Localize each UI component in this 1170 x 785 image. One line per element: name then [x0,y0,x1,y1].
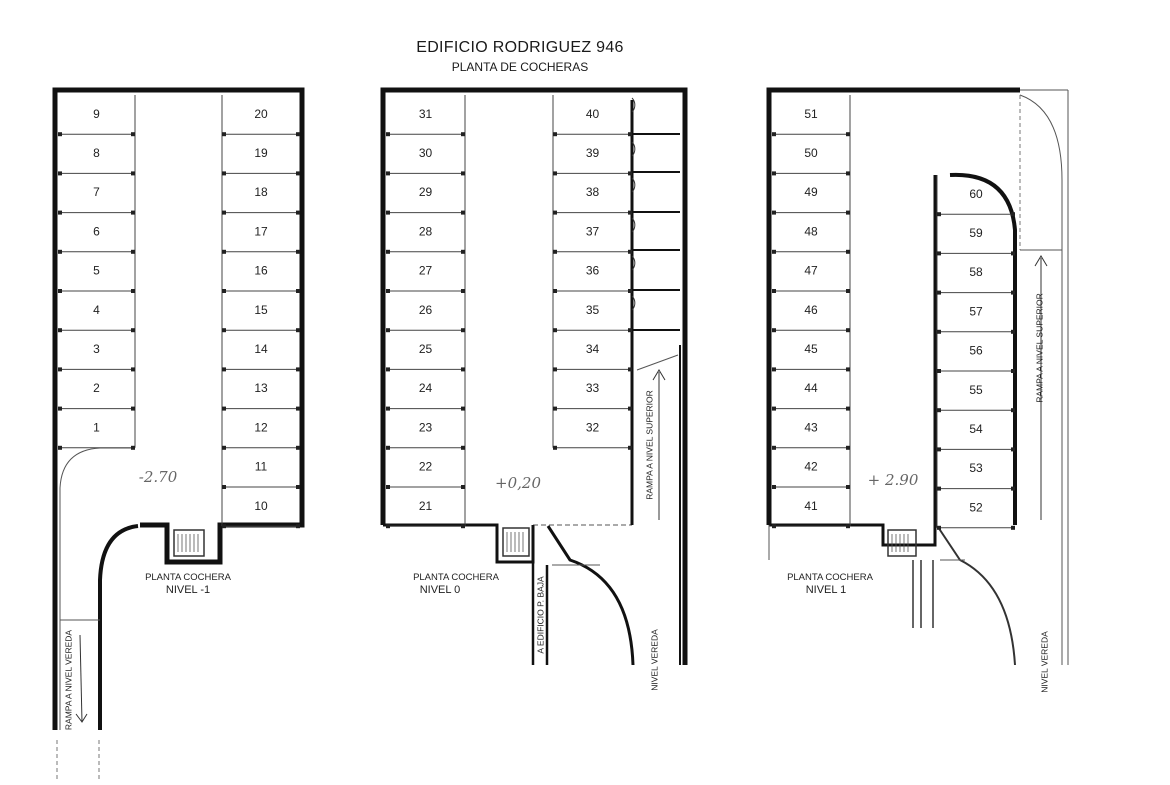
column-marker [386,367,390,371]
column-marker [58,328,62,332]
parking-stall-number: 35 [585,302,600,317]
parking-stall-number: 30 [418,145,433,160]
column-marker [937,408,941,412]
parking-stall-number: 34 [585,341,600,356]
drawing-subtitle: PLANTA DE COCHERAS [451,60,589,74]
column-marker [846,211,850,215]
column-marker [1011,526,1015,530]
column-marker [296,407,300,411]
column-marker [222,132,226,136]
level-elevation: +0,20 [495,474,541,492]
column-marker [296,250,300,254]
column-marker [296,485,300,489]
parking-stall-number: 49 [804,185,818,200]
column-marker [553,446,557,450]
ramp-label: RAMPA A NIVEL SUPERIOR [644,390,655,500]
parking-stall-number: 40 [585,106,600,121]
parking-stall-number: 1 [93,420,100,435]
column-marker [58,250,62,254]
column-marker [296,328,300,332]
column-marker [937,212,941,216]
column-marker [846,289,850,293]
column-marker [58,211,62,215]
column-marker [58,446,62,450]
column-marker [628,171,632,175]
column-marker [461,289,465,293]
parking-stall-number: 54 [969,421,983,436]
column-marker [296,211,300,215]
column-marker [553,407,557,411]
column-marker [296,367,300,371]
column-marker [131,407,135,411]
parking-stall-number: 17 [254,224,268,239]
column-marker [386,328,390,332]
parking-stall-number: 47 [804,263,818,278]
column-marker [386,524,390,528]
parking-stall-number: 11 [254,459,268,474]
column-marker [386,211,390,215]
column-marker [846,367,850,371]
level-elevation: -2.70 [138,468,178,486]
column-marker [222,250,226,254]
parking-stall-number: 28 [418,224,433,239]
level-name: NIVEL 0 [419,584,461,596]
column-marker [628,289,632,293]
column-marker [553,211,557,215]
column-marker [296,524,300,528]
column-marker [628,446,632,450]
column-marker [131,289,135,293]
parking-stall-number: 21 [418,498,433,513]
column-marker [628,132,632,136]
parking-stall-number: 55 [969,382,983,397]
column-marker [937,291,941,295]
column-marker [222,485,226,489]
column-marker [772,485,776,489]
column-marker [937,526,941,530]
street-level-label: NIVEL VEREDA [1039,631,1050,693]
column-marker [772,407,776,411]
column-marker [846,407,850,411]
parking-stall-number: 53 [969,461,983,476]
parking-stall-number: 14 [254,341,268,356]
column-marker [628,250,632,254]
ramp-label: RAMPA A NIVEL VEREDA [63,629,74,731]
column-marker [628,407,632,411]
parking-stall-number: 58 [969,265,983,280]
parking-stall-number: 8 [93,145,100,160]
parking-stall-number: 12 [254,420,268,435]
column-marker [461,524,465,528]
column-marker [461,446,465,450]
parking-stall-number: 51 [804,106,818,121]
column-marker [846,250,850,254]
column-marker [772,446,776,450]
column-marker [846,132,850,136]
parking-stall-number: 25 [418,341,433,356]
column-marker [553,132,557,136]
column-marker [937,251,941,255]
parking-stall-number: 4 [93,302,100,317]
street-level-label: NIVEL VEREDA [649,629,660,691]
column-marker [937,330,941,334]
column-marker [553,289,557,293]
column-marker [222,367,226,371]
column-marker [58,171,62,175]
column-marker [296,171,300,175]
parking-stall-number: 39 [585,145,600,160]
column-marker [1011,291,1015,295]
column-marker [461,328,465,332]
parking-stall-number: 24 [418,381,433,396]
parking-stall-number: 23 [418,420,433,435]
column-marker [553,250,557,254]
column-marker [628,367,632,371]
ramp-inner-line [60,448,135,488]
plan-level-minus-1 [55,90,302,780]
parking-stall-number: 42 [804,459,818,474]
level-caption: PLANTA COCHERA [413,572,499,583]
level-name: NIVEL -1 [165,584,211,596]
column-marker [628,211,632,215]
plan-level-0 [383,90,685,691]
parking-stall-number: 15 [254,302,268,317]
column-marker [1011,212,1015,216]
column-marker [386,446,390,450]
column-marker [553,367,557,371]
column-marker [131,250,135,254]
column-marker [772,132,776,136]
column-marker [772,289,776,293]
parking-stall-number: 48 [804,224,818,239]
parking-stall-number: 56 [969,343,983,358]
column-marker [1011,251,1015,255]
parking-stall-number: 22 [418,459,433,474]
column-marker [131,328,135,332]
column-marker [296,289,300,293]
parking-stall-number: 26 [418,302,433,317]
parking-stall-number: 6 [93,224,100,239]
parking-stall-number: 18 [254,185,268,200]
column-marker [386,485,390,489]
parking-stall-number: 29 [418,185,433,200]
column-marker [461,367,465,371]
column-marker [131,132,135,136]
column-marker [222,446,226,450]
column-marker [1011,369,1015,373]
column-marker [131,171,135,175]
column-marker [1011,330,1015,334]
parking-stall-number: 59 [969,225,983,240]
column-marker [222,407,226,411]
column-marker [222,171,226,175]
parking-stall-number: 44 [804,381,818,396]
column-marker [461,250,465,254]
parking-stall-number: 43 [804,420,818,435]
column-marker [772,211,776,215]
column-marker [58,132,62,136]
parking-stall-number: 52 [969,500,983,515]
parking-stall-number: 57 [969,304,983,319]
column-marker [461,171,465,175]
column-marker [846,328,850,332]
parking-stall-number: 7 [93,185,100,200]
column-marker [296,446,300,450]
parking-stall-number: 2 [93,381,100,396]
column-marker [772,171,776,175]
column-marker [772,367,776,371]
column-marker [222,328,226,332]
column-marker [937,447,941,451]
level-elevation: + 2.90 [867,471,919,489]
parking-stall-number: 16 [254,263,268,278]
column-marker [1011,447,1015,451]
parking-stall-number: 10 [254,498,268,513]
column-marker [846,485,850,489]
column-marker [772,250,776,254]
column-marker [386,171,390,175]
column-marker [222,289,226,293]
parking-stall-number: 9 [93,106,100,121]
column-marker [461,132,465,136]
column-marker [937,369,941,373]
level-caption: PLANTA COCHERA [787,572,873,583]
parking-stall-number: 20 [254,106,268,121]
column-marker [461,485,465,489]
parking-stall-number: 36 [585,263,600,278]
storage-lockers [632,134,680,330]
parking-stall-number: 5 [93,263,100,278]
parking-stall-number: 32 [585,420,600,435]
column-marker [296,132,300,136]
column-marker [937,487,941,491]
parking-stall-number: 19 [254,145,268,160]
column-marker [846,171,850,175]
column-marker [58,367,62,371]
column-marker [553,171,557,175]
column-marker [131,367,135,371]
level-caption: PLANTA COCHERA [145,572,231,583]
column-marker [58,289,62,293]
column-marker [1011,487,1015,491]
stair-core [174,530,204,556]
parking-stall-number: 31 [418,106,433,121]
parking-stall-number: 60 [969,186,983,201]
column-marker [628,328,632,332]
parking-stall-number: 13 [254,381,268,396]
parking-stall-number: 50 [804,145,818,160]
column-marker [386,407,390,411]
column-marker [1011,408,1015,412]
ramp-curve-wall [100,526,138,730]
column-marker [772,328,776,332]
column-marker [222,524,226,528]
parking-stall-number: 45 [804,341,818,356]
column-marker [553,328,557,332]
column-marker [131,211,135,215]
parking-stall-number: 27 [418,263,433,278]
level-name: NIVEL 1 [805,584,847,596]
column-marker [58,407,62,411]
plan-level-1 [769,90,1068,693]
column-marker [461,211,465,215]
parking-stall-number: 37 [585,224,600,239]
column-marker [846,446,850,450]
parking-stall-number: 33 [585,381,600,396]
drawing-title: EDIFICIO RODRIGUEZ 946 [416,39,624,56]
column-marker [222,211,226,215]
column-marker [386,289,390,293]
column-marker [846,524,850,528]
parking-stall-number: 3 [93,341,100,356]
column-marker [386,250,390,254]
parking-stall-number: 46 [804,302,818,317]
column-marker [131,446,135,450]
ramp-label: RAMPA A NIVEL SUPERIOR [1034,293,1045,403]
parking-stall-number: 38 [585,185,600,200]
parking-stall-number: 41 [804,498,818,513]
column-marker [461,407,465,411]
column-marker [386,132,390,136]
entry-label: A EDIFICIO P. BAJA [535,576,546,654]
column-marker [772,524,776,528]
